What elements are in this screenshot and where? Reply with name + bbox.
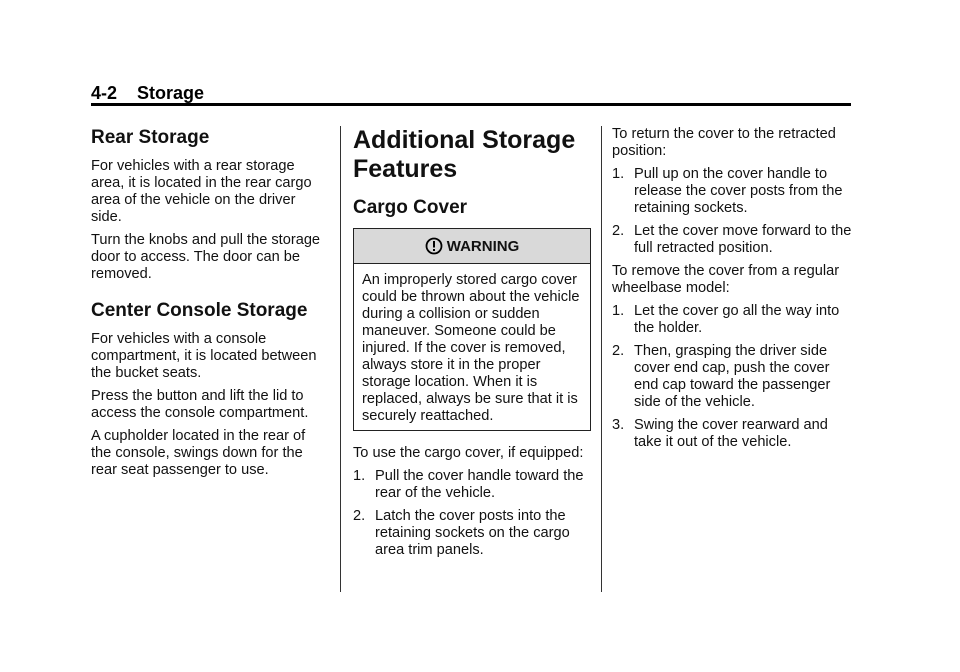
section-title: Storage xyxy=(137,83,205,103)
retract-steps xyxy=(612,166,852,257)
column-divider-1 xyxy=(340,126,341,592)
step-text: Let the cover go all the way into the holder. xyxy=(634,303,840,336)
rear-storage-heading: Rear Storage xyxy=(91,127,210,148)
list-item xyxy=(612,166,852,217)
warning-text: An improperly stored cargo cover could be thrown about the vehicle during a collision or sudden maneuver. Someone could be injured. If the cover is removed, always store it in the proper storage location. When it is replaced, always be sure that it is securely reattached. xyxy=(362,272,580,424)
remove-steps xyxy=(612,303,852,451)
step-number: 2. xyxy=(612,223,625,239)
list-item xyxy=(612,223,852,257)
warning-icon xyxy=(425,237,443,255)
list-item xyxy=(612,303,852,337)
retract-intro: To return the cover to the retracted position: xyxy=(612,126,836,159)
step-number: 2. xyxy=(612,343,625,359)
list-item xyxy=(612,343,852,411)
center-console-heading: Center Console Storage xyxy=(91,300,308,321)
step-number: 3. xyxy=(612,417,625,433)
warning-body xyxy=(354,264,590,430)
rear-storage-paragraph: For vehicles with a rear storage area, it is located in the rear cargo area of the vehicle on the driver side. xyxy=(91,158,312,225)
page-number: 4-2 xyxy=(91,83,118,103)
column-1 xyxy=(91,126,327,485)
remove-intro: To remove the cover from a regular wheelbase model: xyxy=(612,263,840,296)
step-number: 1. xyxy=(612,166,625,182)
column-divider-2 xyxy=(601,126,602,592)
step-number: 2. xyxy=(353,508,366,524)
step-text: Latch the cover posts into the retaining sockets on the cargo area trim panels. xyxy=(375,508,570,558)
step-text: Pull the cover handle toward the rear of the vehicle. xyxy=(375,468,584,501)
warning-label: WARNING xyxy=(446,237,520,255)
header-rule xyxy=(91,103,851,106)
column-2 xyxy=(353,126,591,565)
list-item xyxy=(353,508,591,559)
additional-storage-title: Additional Storage Features xyxy=(353,126,576,183)
center-console-paragraph: A cupholder located in the rear of the console, swings down for the rear seat passenger to use. xyxy=(91,428,306,478)
cargo-cover-steps xyxy=(353,468,591,559)
list-item xyxy=(612,417,852,451)
cargo-cover-intro: To use the cargo cover, if equipped: xyxy=(353,445,584,461)
list-item xyxy=(353,468,591,502)
page-header xyxy=(91,82,204,104)
cargo-cover-heading: Cargo Cover xyxy=(353,197,468,218)
step-number: 1. xyxy=(353,468,366,484)
rear-storage-paragraph: Turn the knobs and pull the storage door to access. The door can be removed. xyxy=(91,232,321,282)
warning-header xyxy=(354,229,590,264)
warning-box xyxy=(353,228,591,431)
center-console-paragraph: For vehicles with a console compartment, it is located between the bucket seats. xyxy=(91,331,317,381)
step-number: 1. xyxy=(612,303,625,319)
step-text: Swing the cover rearward and take it out of the vehicle. xyxy=(634,417,828,450)
step-text: Then, grasping the driver side cover end cap, push the cover end cap toward the passenger side of the vehicle. xyxy=(634,343,831,410)
center-console-paragraph: Press the button and lift the lid to access the console compartment. xyxy=(91,388,309,421)
step-text: Pull up on the cover handle to release the cover posts from the retaining sockets. xyxy=(634,166,843,216)
step-text: Let the cover move forward to the full retracted position. xyxy=(634,223,852,256)
column-3 xyxy=(612,126,852,457)
